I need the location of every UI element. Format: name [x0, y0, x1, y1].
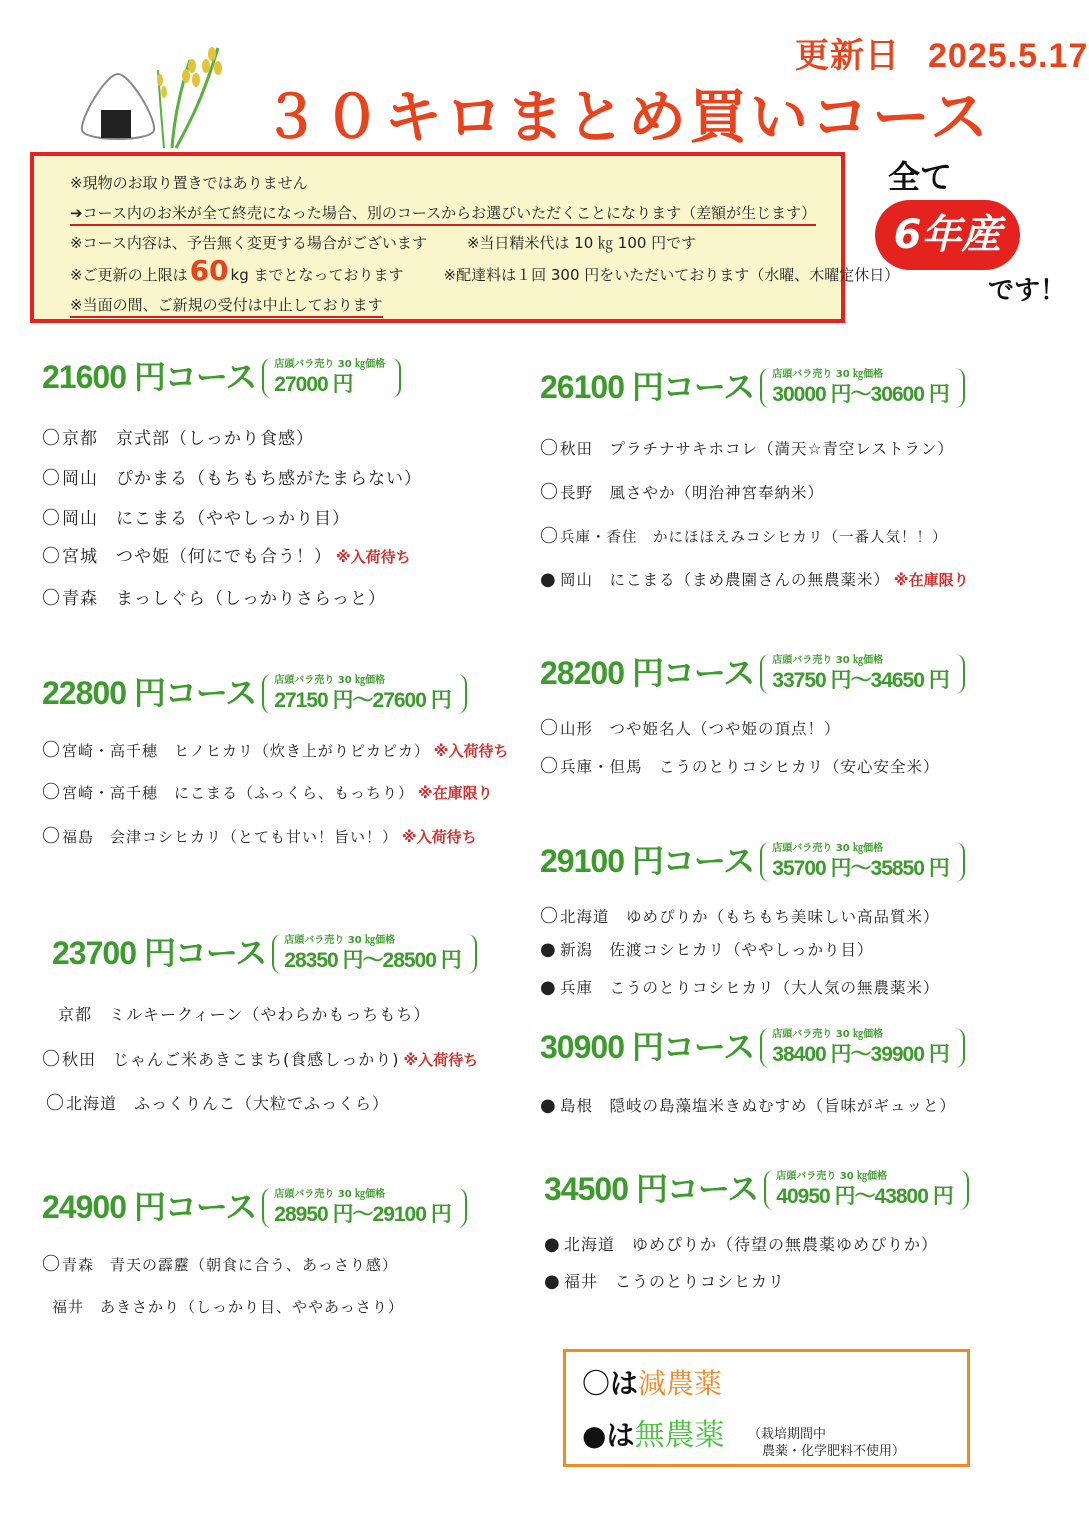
shop-price: 28950 円～29100 円: [274, 1203, 451, 1226]
year-badge: 6年産: [875, 200, 1020, 270]
status-note: ※入荷待ち: [433, 742, 509, 760]
list-item: [540, 902, 965, 928]
mark: 〇: [42, 546, 61, 567]
course-23700: [42, 928, 479, 1115]
course-header: [540, 362, 969, 416]
status-note: ※在庫限り: [894, 571, 969, 589]
legend-box: [563, 1349, 970, 1467]
legend-note-line: 農薬・化学肥料不使用）: [762, 1444, 906, 1459]
notice-line: [70, 254, 899, 287]
notice-text: ※当日精米代は 10 ㎏ 100 円です: [466, 234, 697, 252]
list-item: [42, 822, 508, 848]
course-header: [42, 668, 508, 722]
mark: 〇: [540, 718, 559, 739]
list-item: [540, 568, 969, 590]
legend-row-organic: [582, 1410, 724, 1454]
item-text: 京都 京式部（しっかり食感）: [62, 429, 314, 449]
notice-text: ➔コース内のお米が全て終売になった場合、別のコースからお選びいただくことになります（差額が生じます）: [70, 204, 816, 226]
mark: 〇: [540, 756, 559, 777]
item-text: 岡山 にこまる（ややしっかり目）: [62, 509, 350, 529]
mark: 〇: [540, 438, 559, 459]
mark: ●: [540, 977, 557, 998]
shop-price-label: 店頭バラ売り 30 ㎏価格: [274, 1189, 386, 1200]
notice-text: kg までとなっております: [230, 266, 404, 284]
course-30900: [540, 1022, 965, 1116]
list-item: [42, 542, 422, 568]
mark: 〇: [42, 740, 61, 761]
item-text: 福井 あきさかり（しっかり目、ややあっさり）: [52, 1298, 404, 1316]
mark: 〇: [42, 428, 61, 449]
list-item: [42, 736, 508, 762]
notice-line: [70, 202, 816, 223]
page-title: ３０キロまとめ買いコース: [262, 83, 992, 151]
item-text: 宮崎・高千穂 にこまる（ふっくら、もっちり）: [62, 784, 415, 802]
item-text: 兵庫・但馬 こうのとりコシヒカリ（安心安全米）: [560, 758, 940, 776]
item-text: 北海道 ふっくりんこ（大粒でふっくら）: [66, 1094, 390, 1113]
item-text: 福島 会津コシヒカリ（とても甘い！旨い！）: [62, 828, 399, 846]
mark: 〇: [42, 468, 61, 489]
list-item: [42, 504, 422, 530]
mark: 〇: [42, 588, 61, 609]
item-text: 兵庫 こうのとりコシヒカリ（大人気の無農薬米）: [560, 979, 940, 997]
mark: 〇: [540, 906, 559, 927]
rice-plant-icon: [150, 40, 230, 150]
mark: ●: [544, 1271, 561, 1292]
mark: ●: [544, 1234, 561, 1255]
item-text: 秋田 じゃんご米あきこまち(食感しっかり): [62, 1050, 400, 1069]
course-header: [540, 836, 965, 890]
shop-price-bracket: [760, 1028, 964, 1068]
course-22800: [42, 668, 508, 848]
notice-text: ※配達料は１回 300 円をいただいております（水曜、木曜定休日）: [443, 266, 900, 284]
list-item: [42, 424, 422, 450]
legend-reduced-label: 減農薬: [638, 1367, 723, 1400]
shop-price-bracket: [760, 654, 964, 694]
course-price: 24900 円コース: [42, 1189, 257, 1225]
update-date-value: 2025.5.17: [928, 37, 1089, 75]
list-item: [42, 584, 422, 610]
mark: 〇: [46, 1093, 65, 1114]
shop-price-label: 店頭バラ売り 30 ㎏価格: [772, 1029, 884, 1040]
course-header: [540, 648, 965, 702]
course-24900: [42, 1182, 467, 1317]
item-text: 福井 こうのとりコシヒカリ: [564, 1272, 786, 1291]
list-item: [42, 1250, 467, 1276]
mark: ●: [540, 569, 557, 590]
course-price: 34500 円コース: [544, 1171, 759, 1207]
shop-price: 33750 円～34650 円: [772, 669, 949, 692]
course-price: 28200 円コース: [540, 655, 755, 691]
course-header: [540, 1022, 965, 1076]
mark: 〇: [42, 1049, 61, 1070]
shop-price: 27000 円: [274, 373, 353, 396]
item-text: 宮崎・高千穂 ヒノヒカリ（炊き上がりピカピカ）: [62, 742, 430, 760]
item-text: 兵庫・香住 かにほほえみコシヒカリ（一番人気！！）: [560, 530, 948, 546]
update-label: 更新日: [795, 37, 900, 75]
item-text: 北海道 ゆめぴりか（もちもち美味しい高品質米）: [560, 908, 940, 926]
shop-price-label: 店頭バラ売り 30 ㎏価格: [274, 359, 386, 370]
list-item: [46, 1089, 478, 1115]
mark: ●: [540, 939, 557, 960]
shop-price-bracket: [764, 1170, 968, 1210]
legend-row-reduced: [582, 1362, 722, 1402]
list-item: [540, 976, 965, 998]
shop-price-bracket: [262, 1188, 466, 1228]
list-item: [544, 1269, 969, 1292]
shop-price: 40950 円～43800 円: [776, 1185, 953, 1208]
list-item: [540, 938, 965, 960]
circle-icon: 〇: [582, 1367, 611, 1400]
item-text: 島根 隠岐の島藻塩米きぬむすめ（旨味がギュッと）: [560, 1097, 957, 1115]
course-price: 23700 円コース: [52, 935, 267, 971]
legend-particle: は: [606, 1419, 635, 1452]
shop-price: 35700 円～35850 円: [772, 857, 949, 880]
onigiri-icon: [78, 70, 158, 145]
course-29100: [540, 836, 965, 998]
notice-line: [70, 294, 383, 315]
shop-price-label: 店頭バラ売り 30 ㎏価格: [776, 1171, 888, 1182]
course-header: [52, 928, 478, 982]
course-34500: [544, 1164, 969, 1292]
list-item: [540, 434, 969, 460]
mark: 〇: [42, 1254, 61, 1275]
status-note: ※入荷待ち: [403, 1051, 479, 1069]
notice-line: [70, 232, 696, 253]
mark: 〇: [42, 826, 61, 847]
limit-number: 60: [189, 254, 229, 287]
list-item: [540, 714, 965, 740]
filled-circle-icon: ●: [582, 1419, 607, 1452]
course-26100: [540, 362, 969, 590]
mark: ●: [540, 1095, 557, 1116]
legend-note: [748, 1426, 905, 1460]
shop-price-label: 店頭バラ売り 30 ㎏価格: [772, 843, 884, 854]
legend-note-line: （栽培期間中: [748, 1427, 827, 1442]
item-text: 北海道 ゆめぴりか（待望の無農薬ゆめぴりか）: [564, 1235, 939, 1254]
course-header: [42, 1182, 467, 1236]
notice-box: [30, 152, 900, 323]
item-text: 山形 つや姫名人（つや姫の頂点！）: [560, 720, 841, 738]
course-price: 29100 円コース: [540, 843, 755, 879]
course-header: [544, 1164, 969, 1218]
item-text: 青森 青天の霹靂（朝食に合う、あっさり感）: [62, 1256, 398, 1274]
notice-text: ※ご更新の上限は: [70, 266, 188, 284]
shop-price: 28350 円～28500 円: [284, 949, 461, 972]
list-item: [540, 522, 969, 548]
badge-desu: です！: [988, 276, 1067, 306]
shop-price: 30000 円～30600 円: [772, 383, 949, 406]
shop-price-bracket: [760, 368, 964, 408]
legend-particle: は: [610, 1367, 639, 1400]
course-28200: [540, 648, 965, 778]
mark: 〇: [540, 482, 559, 503]
shop-price-label: 店頭バラ売り 30 ㎏価格: [274, 675, 386, 686]
list-item: [42, 464, 422, 490]
list-item: [540, 752, 965, 778]
list-item: [540, 1094, 965, 1116]
item-text: 青森 まっしぐら（しっかりさらっと）: [62, 589, 386, 609]
shop-price-label: 店頭バラ売り 30 ㎏価格: [772, 655, 884, 666]
shop-price-label: 店頭バラ売り 30 ㎏価格: [284, 935, 396, 946]
item-text: 岡山 ぴかまる（もちもち感がたまらない）: [62, 469, 422, 489]
item-text: 長野 風さやか（明治神宮奉納米）: [560, 484, 825, 502]
list-item: [42, 1045, 478, 1071]
mark: 〇: [540, 526, 559, 547]
notice-text: ※コース内容は、予告無く変更する場合がございます: [70, 234, 427, 252]
shop-price-bracket: [760, 842, 964, 882]
course-21600: [42, 352, 422, 610]
list-item: [544, 1232, 969, 1255]
notice-line: ※現物のお取り置きではありません: [70, 174, 308, 192]
list-item: [52, 1296, 467, 1317]
course-price: 26100 円コース: [540, 369, 755, 405]
item-text: 秋田 プラチナサキホコレ（満天☆青空レストラン）: [560, 440, 954, 458]
mark: 〇: [42, 508, 61, 529]
item-text: 新潟 佐渡コシヒカリ（ややしっかり目）: [560, 941, 874, 959]
shop-price-bracket: [272, 934, 476, 974]
course-price: 30900 円コース: [540, 1029, 755, 1065]
list-item: [58, 1002, 478, 1025]
legend-organic-label: 無農薬: [634, 1418, 725, 1453]
item-text: 宮城 つや姫（何にでも合う！）: [62, 547, 332, 567]
course-price: 22800 円コース: [42, 675, 257, 711]
status-note: ※入荷待ち: [402, 828, 477, 846]
item-text: 京都 ミルキークィーン（やわらかもっちもち）: [58, 1005, 431, 1024]
status-note: ※在庫限り: [418, 784, 493, 802]
item-text: 岡山 にこまる（まめ農園さんの無農薬米）: [560, 571, 891, 589]
badge-all: 全て: [888, 158, 953, 196]
course-header: [42, 352, 422, 406]
shop-price-label: 店頭バラ売り 30 ㎏価格: [772, 369, 884, 380]
list-item: [42, 778, 508, 804]
list-item: [540, 478, 969, 504]
mark: 〇: [42, 782, 61, 803]
shop-price: 38400 円～39900 円: [772, 1043, 949, 1066]
shop-price-bracket: [262, 674, 466, 714]
notice-text: ※当面の間、ご新規の受付は中止しております: [70, 296, 383, 318]
status-note: ※入荷待ち: [336, 548, 411, 566]
course-price: 21600 円コース: [42, 359, 257, 395]
shop-price: 27150 円～27600 円: [274, 689, 451, 712]
shop-price-bracket: [262, 358, 401, 398]
